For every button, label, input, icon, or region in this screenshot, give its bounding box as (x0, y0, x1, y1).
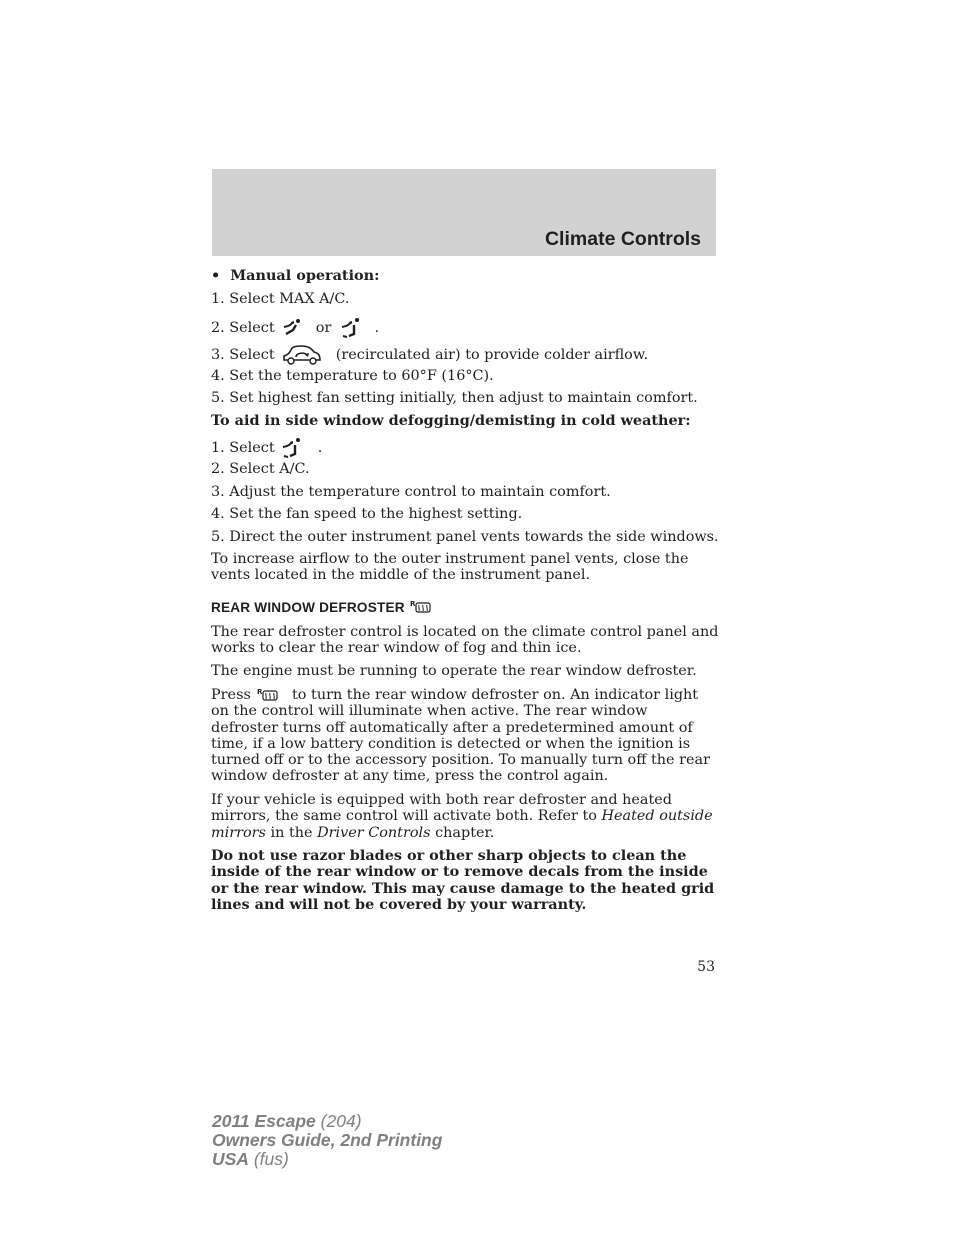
manual-step-3-desc: (recirculated air) to provide colder airflow. (335, 347, 649, 363)
side-window-step-3: 3. Adjust the temperature control to maintain comfort. (211, 484, 611, 500)
footer-region: USA (212, 1149, 249, 1170)
rear-defroster-heading-text: REAR WINDOW DEFROSTER (211, 600, 405, 615)
rear-defrost-icon (410, 600, 432, 614)
vent-airflow-icon (281, 318, 305, 338)
svg-text:R: R (257, 688, 263, 696)
manual-step-2-text: 2. Select (211, 320, 275, 336)
manual-step-3-text: 3. Select (211, 347, 275, 363)
manual-operation-heading (211, 268, 379, 285)
footer-model-line (212, 1112, 442, 1131)
manual-heading-text: Manual operation: (230, 267, 380, 284)
footer-guide: Owners Guide, 2nd Printing (212, 1130, 443, 1151)
side-window-step-5: 5. Direct the outer instrument panel vents towards the side windows. (211, 529, 719, 545)
manual-step-2-end: . (374, 320, 380, 336)
manual-step-1: 1. Select MAX A/C. (211, 291, 350, 307)
rear-defroster-heading (211, 600, 432, 615)
footer-guide-line (212, 1131, 442, 1150)
manual-step-2 (211, 317, 379, 339)
vent-floor-airflow-icon (340, 317, 366, 339)
rear-defroster-p4-a: If your vehicle is equipped with both rear defroster and heated mirrors, the same control will activate both. Refer to (211, 792, 672, 825)
chapter-header-band (212, 169, 716, 256)
manual-step-4: 4. Set the temperature to 60°F (16°C). (211, 368, 494, 384)
footer-region-code: (fus) (253, 1149, 289, 1170)
side-window-step-1-text: 1. Select (211, 440, 275, 456)
side-window-step-1-end: . (317, 440, 323, 456)
heated-mirrors-reference: Heated outside mirrors (211, 808, 713, 841)
rear-defroster-p4-b: in the (270, 824, 313, 841)
floor-defrost-airflow-icon (281, 437, 307, 459)
side-window-step-2: 2. Select A/C. (211, 461, 310, 477)
footer-model-code: (204) (320, 1111, 362, 1131)
rear-defroster-warning: Do not use razor blades or other sharp objects to clean the inside of the rear window or to remove decals from the inside or the rear window. This may cause damage to the heated grid lines and will not be covered by your warranty. (211, 847, 715, 913)
footer-model: 2011 Escape (212, 1111, 316, 1131)
side-window-note: To increase airflow to the outer instrument panel vents, close the vents located in the middle of the instrument panel. (211, 551, 689, 584)
rear-defrost-icon (255, 687, 281, 703)
rear-defroster-p3 (211, 687, 719, 785)
rear-defroster-p3-pre: Press (211, 687, 251, 703)
footer-region-line (212, 1150, 442, 1169)
side-window-heading: To aid in side window defogging/demisting in cold weather: (211, 412, 691, 429)
rear-defroster-p2: The engine must be running to operate the rear window defroster. (211, 663, 697, 679)
document-footer (212, 1112, 442, 1170)
page-number: 53 (697, 959, 715, 975)
svg-text:R: R (409, 600, 416, 608)
rear-defroster-p1: The rear defroster control is located on the climate control panel and works to clear the rear window of fog and thin ice. (211, 624, 719, 657)
manual-step-3 (211, 344, 648, 366)
driver-controls-reference: Driver Controls (317, 824, 431, 841)
rear-defroster-p4 (211, 792, 719, 841)
rear-defroster-p3-text: to turn the rear window defroster on. An indicator light on the control will illuminate when active. The rear window defroster turns off automatically after a predetermined amount of time, if a low battery condition is detected or when the ignition is turned off or to the accessory position. To manually turn off the rear window defroster at any time, press the control again. (211, 687, 711, 785)
recirculated-air-icon (281, 344, 323, 366)
manual-step-2-or: or (315, 320, 332, 336)
rear-defroster-p4-c: chapter. (435, 824, 495, 841)
side-window-step-1 (211, 437, 322, 459)
manual-step-5: 5. Set highest fan setting initially, then adjust to maintain comfort. (211, 390, 698, 406)
side-window-step-4: 4. Set the fan speed to the highest setting. (211, 506, 523, 522)
bullet: • (211, 267, 221, 284)
chapter-title: Climate Controls (544, 228, 701, 250)
